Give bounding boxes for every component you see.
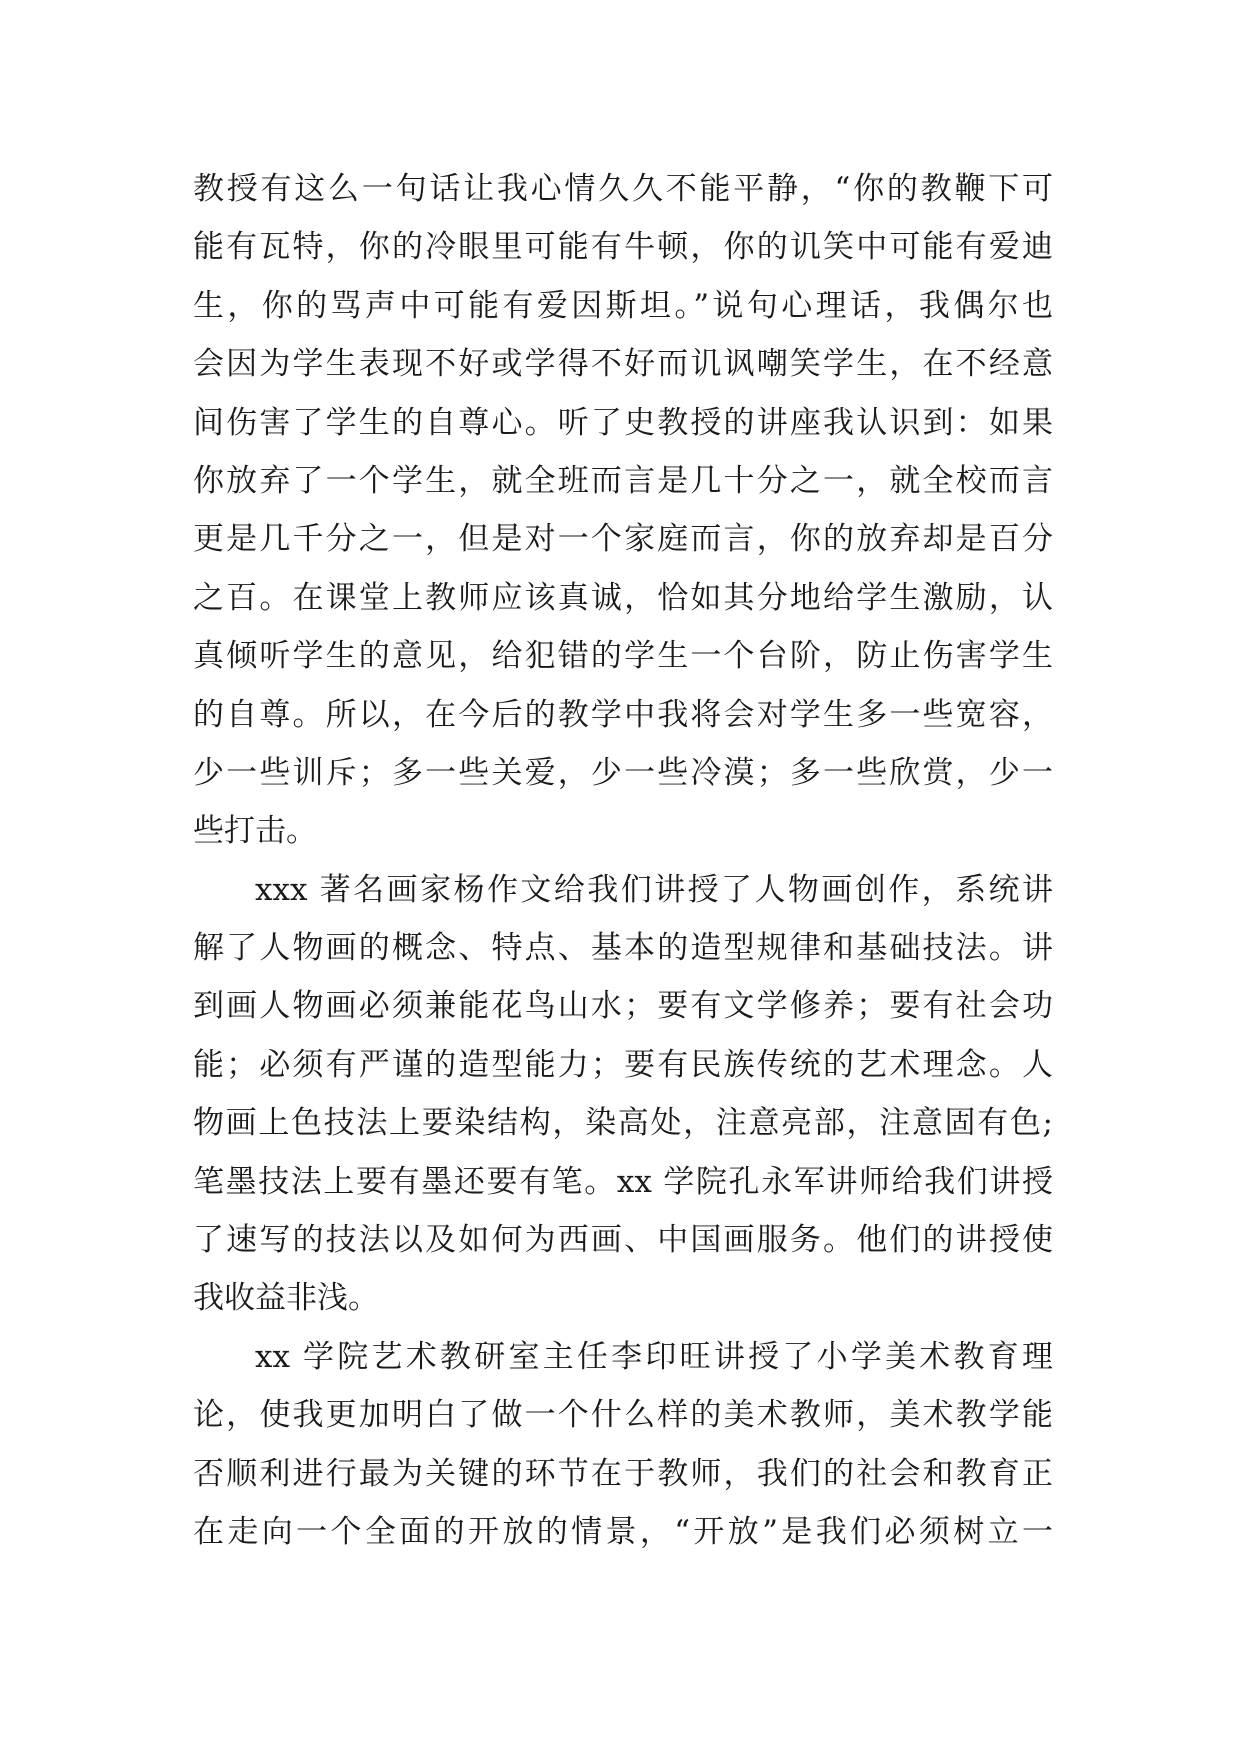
paragraph-2-line-7: 了速写的技法以及如何为西画、中国画服务。他们的讲授使	[193, 1222, 1053, 1259]
paragraph-3-line-3: 否顺利进行最为关键的环节在于教师，我们的社会和教育正	[193, 1455, 1053, 1492]
paragraph-1-line-12: 些打击。	[193, 813, 317, 850]
paragraph-2-line-5: 物画上色技法上要染结构，染高处，注意亮部，注意固有色;	[193, 1105, 1053, 1142]
paragraph-1-line-8: 之百。在课堂上教师应该真诚，恰如其分地给学生激励，认	[193, 579, 1053, 616]
paragraph-1-line-3: 生，你的骂声中可能有爱因斯坦。”说句心理话，我偶尔也	[193, 287, 1053, 324]
paragraph-2-line-8: 我收益非浅。	[193, 1280, 379, 1317]
paragraph-2-line-2: 解了人物画的概念、特点、基本的造型规律和基础技法。讲	[193, 930, 1053, 967]
paragraph-3-line-4: 在走向一个全面的开放的情景，“开放”是我们必须树立一	[193, 1513, 1053, 1550]
paragraph-2-line-1: xxx 著名画家杨作文给我们讲授了人物画创作，系统讲	[255, 871, 1053, 908]
document-body	[193, 160, 1053, 1561]
paragraph-1-line-5: 间伤害了学生的自尊心。听了史教授的讲座我认识到：如果	[193, 404, 1053, 441]
paragraph-1-line-2: 能有瓦特，你的冷眼里可能有牛顿，你的讥笑中可能有爱迪	[193, 229, 1053, 266]
paragraph-1-line-9: 真倾听学生的意见，给犯错的学生一个台阶，防止伤害学生	[193, 638, 1053, 675]
paragraph-3-line-2: 论，使我更加明白了做一个什么样的美术教师，美术教学能	[193, 1397, 1053, 1434]
paragraph-1-line-10: 的自尊。所以，在今后的教学中我将会对学生多一些宽容，	[193, 696, 1053, 733]
paragraph-2-line-4: 能；必须有严谨的造型能力；要有民族传统的艺术理念。人	[193, 1046, 1053, 1083]
paragraph-2-line-6: 笔墨技法上要有墨还要有笔。xx 学院孔永军讲师给我们讲授	[193, 1163, 1053, 1200]
paragraph-1-line-4: 会因为学生表现不好或学得不好而讥讽嘲笑学生，在不经意	[193, 346, 1053, 383]
paragraph-2-line-3: 到画人物画必须兼能花鸟山水；要有文学修养；要有社会功	[193, 988, 1053, 1025]
paragraph-1-line-1: 教授有这么一句话让我心情久久不能平静，“你的教鞭下可	[193, 171, 1053, 207]
paragraph-1-line-6: 你放弃了一个学生，就全班而言是几十分之一，就全校而言	[193, 462, 1053, 499]
paragraph-1-line-7: 更是几千分之一，但是对一个家庭而言，你的放弃却是百分	[193, 521, 1053, 558]
paragraph-3-line-1: xx 学院艺术教研室主任李印旺讲授了小学美术教育理	[255, 1338, 1053, 1375]
paragraph-1-line-11: 少一些训斥；多一些关爱，少一些冷漠；多一些欣赏，少一	[193, 754, 1053, 791]
